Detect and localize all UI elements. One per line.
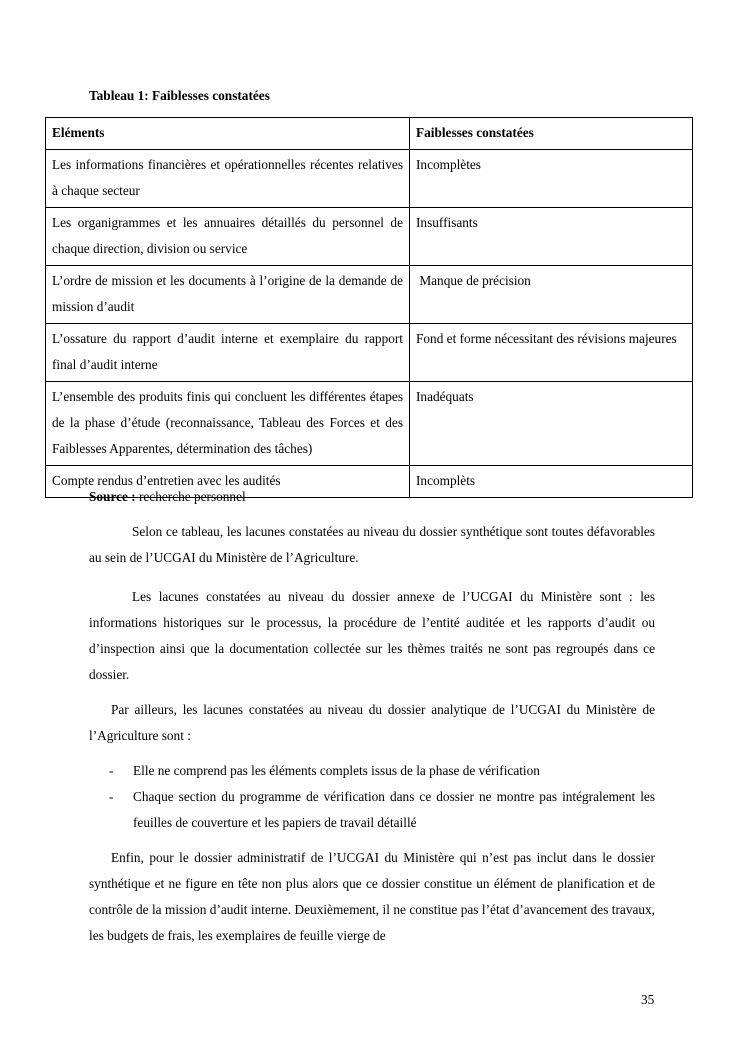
table-row <box>46 324 693 382</box>
weaknesses-table <box>45 117 693 498</box>
header-weaknesses: Faiblesses constatées <box>410 118 693 150</box>
cell-element: L’ordre de mission et les documents à l’origine de la demande de mission d’audit <box>46 266 410 324</box>
cell-element: L’ossature du rapport d’audit interne et exemplaire du rapport final d’audit interne <box>46 324 410 382</box>
table-row <box>46 150 693 208</box>
paragraph: Selon ce tableau, les lacunes constatées au niveau du dossier synthétique sont toutes défavorables au sein de l’UCGAI du Ministère de l’Agriculture. <box>89 524 655 565</box>
dash-marker: - <box>109 763 114 778</box>
cell-weakness: Inadéquats <box>410 382 693 466</box>
list-item <box>89 784 655 836</box>
source-label: Source : <box>89 489 136 504</box>
table-row <box>46 208 693 266</box>
bullet-list <box>89 758 655 836</box>
list-item-text: Chaque section du programme de vérification dans ce dossier ne montre pas intégralement les feuilles de couverture et les papiers de travail détaillé <box>133 789 655 830</box>
cell-weakness: Insuffisants <box>410 208 693 266</box>
cell-weakness: Incomplètes <box>410 150 693 208</box>
cell-weakness: Manque de précision <box>410 266 693 324</box>
table-caption: Tableau 1: Faiblesses constatées <box>89 88 270 103</box>
cell-weakness: Fond et forme nécessitant des révisions majeures <box>410 324 693 382</box>
cell-element: L’ensemble des produits finis qui concluent les différentes étapes de la phase d’étude (reconnaissance, Tableau des Forces et des Faiblesses Apparentes, détermination des tâches) <box>46 382 410 466</box>
cell-element: Les organigrammes et les annuaires détaillés du personnel de chaque direction, division ou service <box>46 208 410 266</box>
list-item <box>89 758 655 784</box>
paragraph: Les lacunes constatées au niveau du dossier annexe de l’UCGAI du Ministère sont : les informations historiques sur le processus, la procédure de l’entité auditée et les rapports d’audit ou d’inspection ainsi que la documentation collectée sur les thèmes traités ne sont pas regroupés dans ce dossier. <box>89 589 655 682</box>
source-text: recherche personnel <box>135 489 246 504</box>
page-number: 35 <box>641 992 655 1007</box>
table-row <box>46 266 693 324</box>
paragraph: Enfin, pour le dossier administratif de l’UCGAI du Ministère qui n’est pas inclut dans le dossier synthétique et ne figure en tête non plus alors que ce dossier constitue un élément de planification et de contrôle de la mission d’audit interne. Deuxièmement, il ne constitue pas l’état d’avancement des travaux, les budgets de frais, les exemplaires de feuille vierge de <box>89 850 655 943</box>
header-elements: Eléments <box>46 118 410 150</box>
table-header-row <box>46 118 693 150</box>
list-item-text: Elle ne comprend pas les éléments complets issus de la phase de vérification <box>133 763 540 778</box>
cell-element: Les informations financières et opérationnelles récentes relatives à chaque secteur <box>46 150 410 208</box>
cell-weakness: Incomplèts <box>410 466 693 498</box>
dash-marker: - <box>109 789 114 804</box>
table-row <box>46 382 693 466</box>
cell-element: Compte rendus d’entretien avec les audités <box>46 466 410 498</box>
table-source <box>89 489 246 505</box>
paragraph: Par ailleurs, les lacunes constatées au niveau du dossier analytique de l’UCGAI du Ministère de l’Agriculture sont : <box>89 702 655 743</box>
